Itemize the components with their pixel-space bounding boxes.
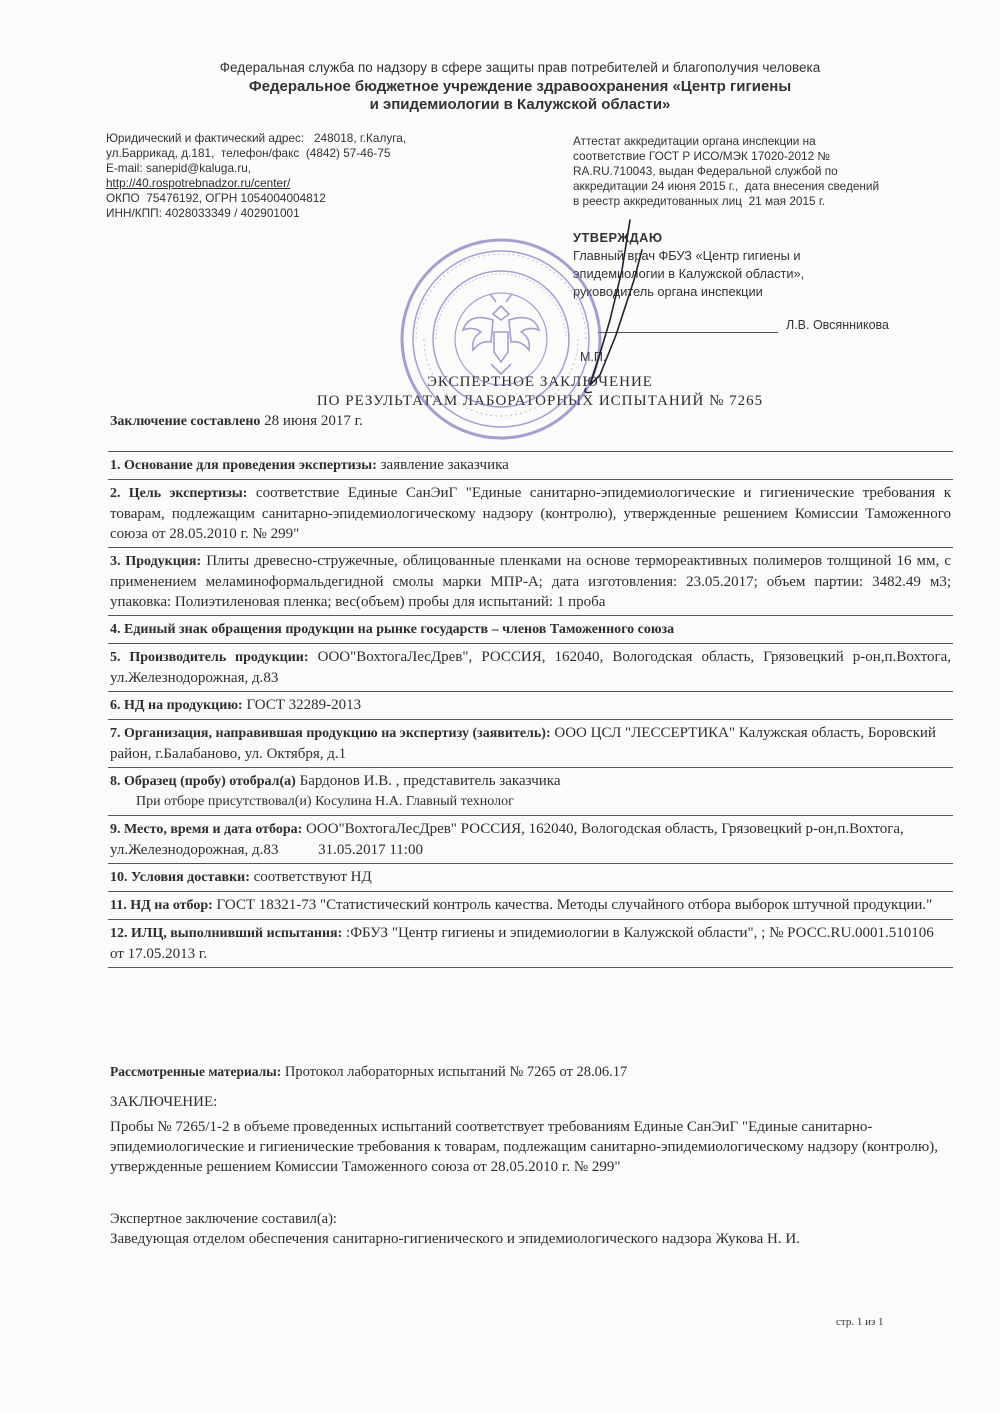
section-label: 5. Производитель продукции: [110,650,309,665]
section-laboratory [108,919,953,968]
approval-block [573,229,804,301]
document-title: ЭКСПЕРТНОЕ ЗАКЛЮЧЕНИЕ [427,374,653,390]
section-value: Бардонов И.В. , представитель заказчика [299,773,561,789]
org-federal-service: Федеральная служба по надзору в сфере защиты прав потребителей и благополучия человека [219,60,821,75]
section-product [108,547,953,615]
section-value: ГОСТ 18321-73 "Статистический контроль качества. Методы случайного отбора выборок штучной продукции." [216,897,933,913]
section-value: заявление заказчика [380,457,509,473]
approval-position: эпидемиологии в Калужской области», [573,266,805,281]
section-value: Плиты древесно-стружечные, облицованные пленками на основе термореактивных полимеров толщиной 16 мм, с применением меламиноформальдегидной смолы марки МПР-А; дата изготовления: 23.05.2017; объем партии: 3482.49 м3; упаковка: Полиэтиленовая пленка; вес(объем) пробы для испытаний: 1 проба [110,553,952,610]
section-label: 8. Образец (пробу) отобрал(а) [110,774,296,789]
section-label: 1. Основание для проведения экспертизы: [110,458,377,473]
reviewed-value: Протокол лабораторных испытаний № 7265 от 28.06.17 [284,1064,628,1080]
date-value: 28 июня 2017 г. [264,413,363,429]
compiled-label: Экспертное заключение составил(а): [110,1211,337,1227]
section-sampling-standard [108,891,953,919]
section-value: соответствуют НД [253,869,372,885]
section-sampler [108,767,953,815]
section-value: :ФБУЗ "Центр гигиены и эпидемиологии в Калужской области", ; № РОСС.RU.0001.510106 от 17.05.2013 г. [110,925,934,962]
document-subtitle: ПО РЕЗУЛЬТАТАМ ЛАБОРАТОРНЫХ ИСПЫТАНИЙ № 7265 [316,393,764,409]
approval-title: УТВЕРЖДАЮ [573,230,663,245]
section-label: 10. Условия доставки: [110,870,250,885]
section-label: 11. НД на отбор: [110,898,213,913]
section-sampling-place [108,815,953,863]
section-label: 3. Продукция: [110,554,202,569]
okpo-ogrn-line: ОКПО 75476192, ОГРН 1054004004812 [106,191,326,205]
section-label: 2. Цель экспертизы: [110,486,248,501]
section-subline: При отборе присутствовал(и) Косулина Н.А. Главный технолог [136,794,514,809]
website-link[interactable]: http://40.rospotrebnadzor.ru/center/ [106,176,291,190]
org-name-line1: Федеральное бюджетное учреждение здравоохранения «Центр гигиены [248,78,792,95]
accreditation-line: в реестр аккредитованных лиц 21 мая 2015 г. [573,194,825,208]
signer-name: Л.В. Овсянникова [786,318,890,332]
stamp-place-label: М.П. [580,350,607,364]
sampling-datetime: 31.05.2017 11:00 [318,842,423,858]
section-applicant [108,719,953,767]
section-basis [108,451,953,479]
address-line: Юридический и фактический адрес: 248018, г.Калуга, [106,131,407,145]
address-phone-line: ул.Баррикад, д.181, телефон/факс (4842) 57-46-75 [106,146,391,160]
accreditation-line: Аттестат аккредитации органа инспекции на [573,134,816,148]
document-date [110,413,363,430]
eagle-emblem-icon [463,294,539,374]
accreditation-line: RA.RU.710043, выдан Федеральной службой по [573,164,838,178]
section-label: 7. Организация, направившая продукцию на экспертизу (заявитель): [110,726,551,741]
section-label: 12. ИЛЦ, выполнивший испытания: [110,926,343,941]
inn-kpp-line: ИНН/КПП: 4028033349 / 402901001 [106,206,300,220]
section-conformity-mark [108,615,953,643]
conclusion-text: Пробы № 7265/1-2 в объеме проведенных испытаний соответствует требованиям Единые СанЭиГ "Единые санитарно-эпидемиологические и гигиенические требования к товарам, подлежащим санитарно-эпидемиологическому надзору (контролю), утвержденные решением Комиссии Таможенного союза от 28.05.2010 г. № 299" [110,1119,938,1175]
approval-position: руководитель органа инспекции [573,284,763,299]
accreditation-block [573,134,879,209]
reviewed-materials [110,1064,627,1081]
expertise-sections [108,451,953,968]
section-manufacturer [108,643,953,691]
page-number: стр. 1 из 1 [836,1316,884,1328]
email-line: E-mail: sanepid@kaluga.ru, [106,161,252,175]
signature-line [598,332,778,333]
section-value: ГОСТ 32289-2013 [246,697,362,713]
accreditation-line: соответствие ГОСТ Р ИСО/МЭК 17020-2012 № [573,149,831,163]
section-label: 4. Единый знак обращения продукции на рынке государств – членов Таможенного союза [110,622,675,637]
section-label: 9. Место, время и дата отбора: [110,822,303,837]
section-value: ООО"ВохтогаЛесДрев", РОССИЯ, 162040, Вологодская область, Грязовецкий р-он,п.Вохтога, ул.Железнодорожная, д.83 [110,649,952,686]
conclusion-heading: ЗАКЛЮЧЕНИЕ: [110,1094,218,1110]
section-delivery [108,863,953,891]
reviewed-label: Рассмотренные материалы: [110,1064,282,1079]
section-value: соответствие Единые СанЭиГ "Единые санитарно-эпидемиологические и гигиенические требования к товарам, подлежащим санитарно-эпидемиологическому надзору (контролю), утвержденные решением Комиссии Таможенного союза от 28.05.2010 г. № 299" [110,485,952,542]
section-purpose [108,479,953,547]
org-name-line2: и эпидемиологии в Калужской области» [369,96,671,113]
section-label: 6. НД на продукцию: [110,698,243,713]
section-value: ООО ЦСЛ "ЛЕССЕРТИКА" Калужская область, Боровский район, г.Балабаново, ул. Октября, д.1 [110,725,936,762]
section-product-standard [108,691,953,719]
section-value: ООО"ВохтогаЛесДрев" РОССИЯ, 162040, Вологодская область, Грязовецкий р-он,п.Вохтога, ул.Железнодорожная, д.83 [110,821,904,858]
compiled-by: Заведующая отделом обеспечения санитарно-гигиенического и эпидемиологического надзора Жукова Н. И. [110,1231,800,1247]
address-block [106,131,406,221]
approval-position: Главный врач ФБУЗ «Центр гигиены и [573,248,801,263]
accreditation-line: аккредитации 24 июня 2015 г., дата внесения сведений [573,179,880,193]
date-label: Заключение составлено [110,414,261,429]
